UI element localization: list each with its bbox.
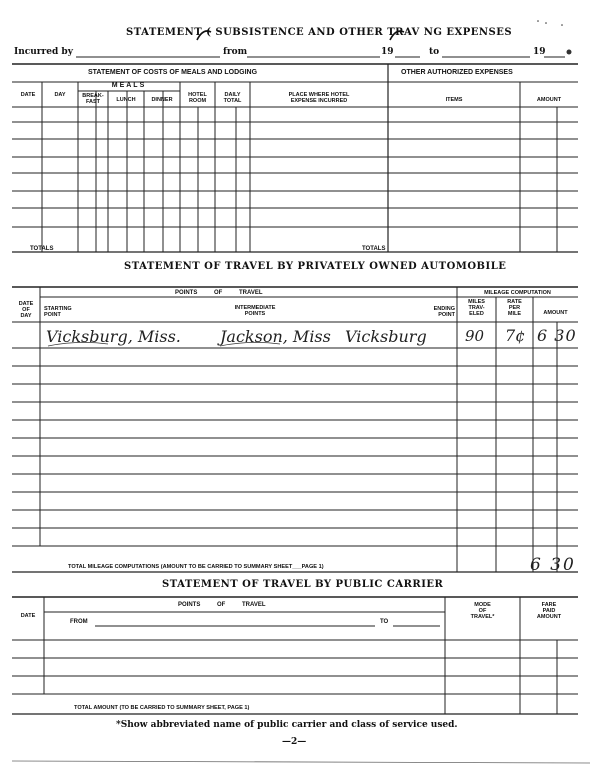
carrier-col-fare: FARE PAID AMOUNT bbox=[536, 602, 562, 620]
col-meals: MEALS bbox=[111, 82, 147, 89]
col-place: PLACE WHERE HOTEL EXPENSE INCURRED bbox=[288, 92, 350, 104]
from-label: from bbox=[223, 47, 248, 57]
total-mileage-amount: 6 30 bbox=[530, 555, 576, 575]
year-label-2: 19 bbox=[533, 47, 546, 57]
to-label: to bbox=[429, 47, 440, 57]
entry-intermediate-points: Jackson, Miss bbox=[220, 327, 331, 346]
entry-rate: 7¢ bbox=[505, 326, 526, 345]
col-hotel-room: HOTEL ROOM bbox=[188, 92, 207, 104]
auto-col-intermediate: INTERMEDIATE POINTS bbox=[234, 305, 276, 317]
carrier-col-date: DATE bbox=[20, 613, 36, 619]
meals-lodging-title: STATEMENT OF COSTS OF MEALS AND LODGING bbox=[88, 69, 258, 76]
carrier-col-mode: MODE OF TRAVEL* bbox=[470, 602, 495, 620]
page-number: —2— bbox=[282, 737, 307, 747]
other-expenses-title: OTHER AUTHORIZED EXPENSES bbox=[401, 69, 513, 76]
entry-amount: 6 30 bbox=[537, 326, 577, 345]
incurred-by-label: Incurred by bbox=[14, 47, 73, 57]
form-title: STATEMENT ( SUBSISTENCE AND OTHER TRAV NG EXPENSES bbox=[126, 27, 513, 38]
mileage-computation-label: MILEAGE COMPUTATION bbox=[484, 290, 551, 296]
carrier-col-from: FROM bbox=[70, 619, 88, 625]
carrier-section-title: STATEMENT OF TRAVEL BY PUBLIC CARRIER bbox=[162, 579, 444, 590]
col-date: DATE bbox=[20, 92, 36, 98]
entry-miles: 90 bbox=[465, 327, 485, 345]
meals-totals-label: TOTALS bbox=[30, 246, 54, 252]
auto-col-miles: MILES TRAV- ELED bbox=[468, 299, 485, 317]
col-items: ITEMS bbox=[445, 97, 463, 103]
col-lunch: LUNCH bbox=[116, 97, 136, 103]
carrier-col-to: TO bbox=[380, 619, 389, 625]
other-totals-label: TOTALS bbox=[362, 246, 386, 252]
auto-col-ending: ENDING POINT bbox=[433, 306, 455, 318]
col-day: DAY bbox=[54, 92, 66, 98]
entry-starting-point: Vicksburg, Miss. bbox=[46, 327, 181, 346]
carrier-col-points: POINTS OF TRAVEL bbox=[178, 602, 266, 608]
auto-section-title: STATEMENT OF TRAVEL BY PRIVATELY OWNED AUTOMOBILE bbox=[124, 261, 507, 272]
auto-col-starting: STARTING POINT bbox=[44, 306, 72, 318]
footnote: *Show abbreviated name of public carrier and class of service used. bbox=[116, 720, 458, 730]
auto-col-rate: RATE PER MILE bbox=[507, 299, 522, 317]
entry-ending-point: Vicksburg bbox=[345, 327, 427, 346]
col-breakfast: BREAK- FAST bbox=[82, 93, 104, 105]
auto-col-amount: AMOUNT bbox=[543, 310, 568, 316]
total-mileage-label: TOTAL MILEAGE COMPUTATIONS (AMOUNT TO BE CARRIED TO SUMMARY SHEET___PAGE 1) bbox=[68, 564, 324, 570]
col-dinner: DINNER bbox=[151, 97, 173, 103]
points-of-travel-label: POINTS OF TRAVEL bbox=[175, 290, 263, 296]
auto-col-date: DATE OF DAY bbox=[18, 301, 34, 319]
year-label-1: 19 bbox=[381, 47, 394, 57]
col-amount: AMOUNT bbox=[536, 97, 562, 103]
carrier-total-label: TOTAL AMOUNT (TO BE CARRIED TO SUMMARY SHEET, PAGE 1) bbox=[74, 705, 250, 711]
col-daily-total: DAILY TOTAL bbox=[223, 92, 242, 104]
